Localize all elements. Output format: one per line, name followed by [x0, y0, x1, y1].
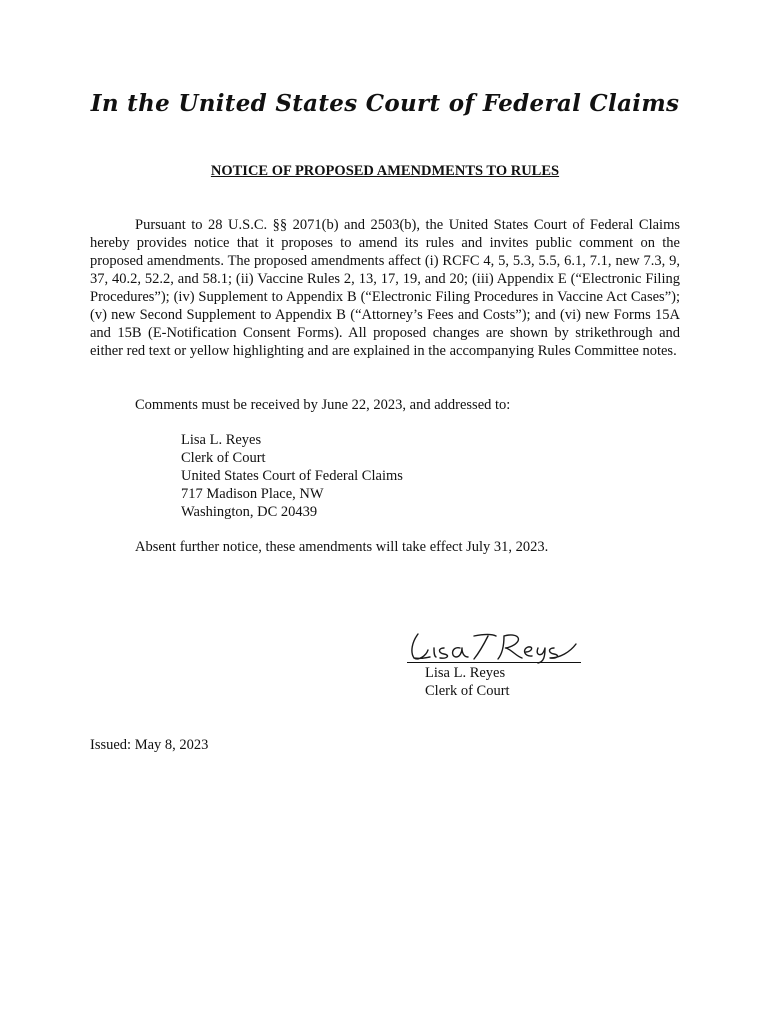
address-title: Clerk of Court [181, 450, 266, 466]
address-block [181, 431, 403, 521]
signer-block [425, 664, 510, 700]
signature-line [407, 662, 581, 663]
handwritten-signature [404, 628, 584, 664]
court-title: In the United States Court of Federal Claims [90, 90, 680, 117]
issued-date: Issued: May 8, 2023 [90, 737, 209, 753]
address-name: Lisa L. Reyes [181, 432, 262, 448]
signer-name: Lisa L. Reyes [425, 665, 506, 681]
address-street: 717 Madison Place, NW [181, 486, 324, 502]
address-city: Washington, DC 20439 [181, 504, 318, 520]
notice-heading: NOTICE OF PROPOSED AMENDMENTS TO RULES [210, 163, 560, 179]
body-paragraph: Pursuant to 28 U.S.C. §§ 2071(b) and 2503(b), the United States Court of Federal Claims hereby provides notice that it proposes to amend its rules and invites public comment on the proposed amendments. The proposed amendments affect (i) RCFC 4, 5, 5.3, 5.5, 6.1, 7.1, new 7.3, 9, 37, 40.2, 52.2, and 58.1; (ii) Vaccine Rules 2, 13, 17, 19, and 20; (iii) Appendix E (“Electronic Filing Procedures”); (iv) Supplement to Appendix B (“Electronic Filing Procedures in Vaccine Act Cases”); (v) new Second Supplement to Appendix B (“Attorney’s Fees and Costs”); and (vi) new Forms 15A and 15B (E-Notification Consent Forms). All proposed changes are shown by strikethrough and either red text or yellow highlighting and are explained in the accompanying Rules Committee notes. [90, 217, 680, 359]
comments-deadline: Comments must be received by June 22, 2023, and addressed to: [135, 397, 511, 413]
signer-title: Clerk of Court [425, 683, 510, 699]
effective-date-line: Absent further notice, these amendments will take effect July 31, 2023. [135, 539, 549, 555]
address-organization: United States Court of Federal Claims [181, 468, 403, 484]
